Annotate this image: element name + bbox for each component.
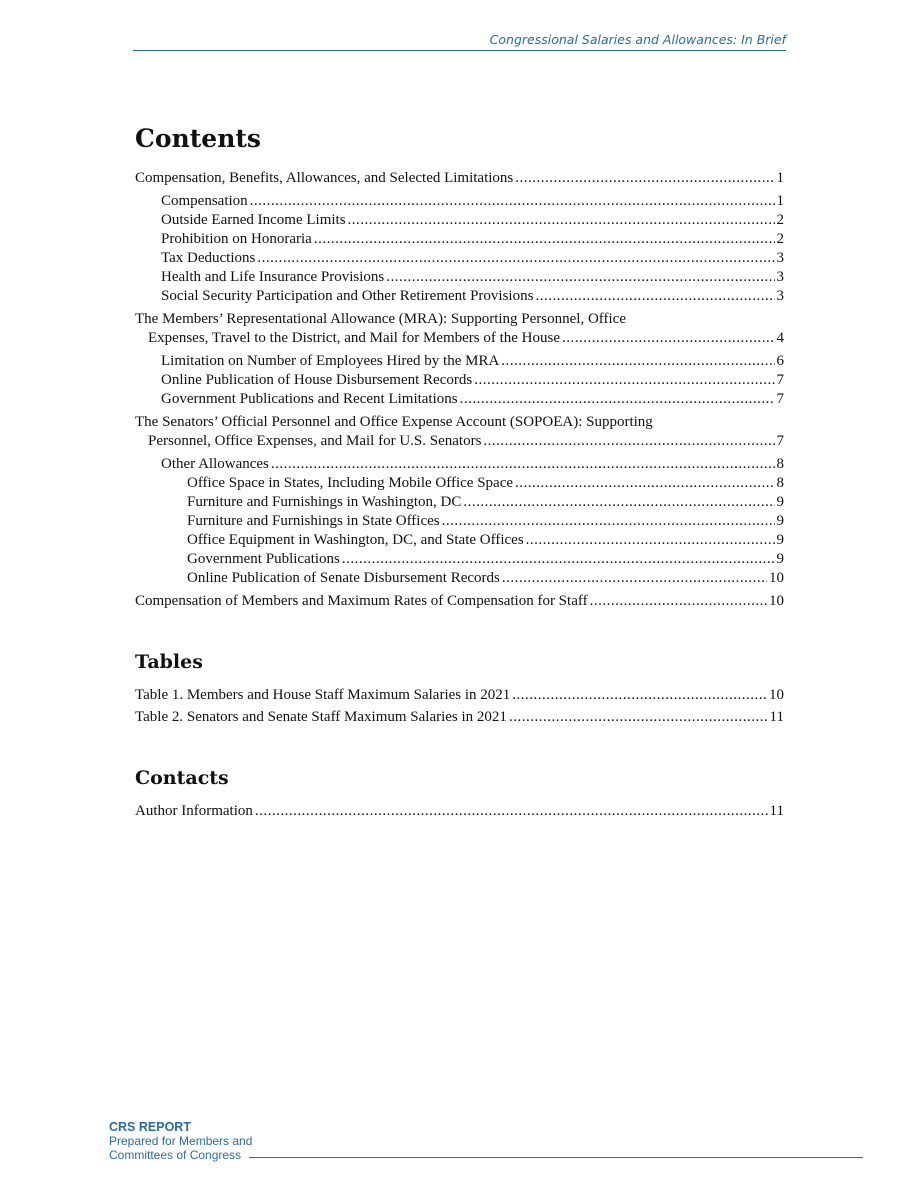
toc-entry[interactable] [135, 569, 784, 588]
toc-entry[interactable] [135, 310, 784, 348]
contacts-heading: Contacts [135, 767, 229, 789]
dot-leader [386, 268, 774, 287]
toc-entry-title: Outside Earned Income Limits [161, 212, 346, 228]
toc-entry-page: 7 [776, 433, 784, 449]
contents-list [135, 169, 784, 611]
dot-leader [250, 192, 775, 211]
toc-entry[interactable] [135, 352, 784, 371]
toc-entry-title-line1: The Senators’ Official Personnel and Office Expense Account (SOPOEA): Supporting [135, 414, 653, 430]
brand-line-1: CRS REPORT [109, 1120, 191, 1134]
dot-leader [515, 474, 774, 493]
dot-leader [271, 455, 775, 474]
brand-line-2: Prepared for Members and [109, 1134, 253, 1148]
toc-entry-title: Compensation [161, 193, 248, 209]
table-list-entry[interactable] [135, 686, 784, 705]
dot-leader [502, 569, 767, 588]
dot-leader [515, 169, 774, 188]
table-entry-title: Table 1. Members and House Staff Maximum Salaries in 2021 [135, 687, 511, 703]
toc-entry-page: 9 [776, 532, 784, 548]
toc-entry-page: 9 [776, 494, 784, 510]
toc-entry-title: Compensation of Members and Maximum Rates of Compensation for Staff [135, 593, 588, 609]
toc-entry[interactable] [135, 287, 784, 306]
dot-leader [314, 230, 775, 249]
toc-entry[interactable] [135, 211, 784, 230]
toc-entry-title: Health and Life Insurance Provisions [161, 269, 385, 285]
contacts-section [135, 767, 784, 821]
dot-leader [590, 592, 767, 611]
running-header [133, 32, 786, 51]
toc-entry[interactable] [135, 169, 784, 188]
toc-entry[interactable] [135, 550, 784, 569]
dot-leader [501, 352, 774, 371]
toc-entry-title: Compensation, Benefits, Allowances, and Selected Limitations [135, 170, 514, 186]
toc-entry-page: 10 [769, 593, 784, 609]
dot-leader [257, 249, 774, 268]
toc-entry[interactable] [135, 390, 784, 409]
toc-entry-title: Online Publication of House Disbursement Records [161, 372, 473, 388]
brand-line-3: Committees of Congress [109, 1148, 242, 1162]
toc-entry-title: Online Publication of Senate Disbursement Records [187, 570, 500, 586]
toc-entry-title: Other Allowances [161, 456, 269, 472]
toc-entry-page: 3 [776, 288, 784, 304]
toc-entry[interactable] [135, 592, 784, 611]
dot-leader [255, 802, 768, 821]
table-entry-page: 11 [769, 709, 784, 725]
tables-heading: Tables [135, 651, 203, 673]
contact-list-entry[interactable] [135, 802, 784, 821]
toc-entry-page: 2 [776, 212, 784, 228]
toc-entry-page: 9 [776, 513, 784, 529]
toc-entry-page: 10 [769, 570, 784, 586]
dot-leader [483, 432, 774, 451]
toc-entry-title: Social Security Participation and Other Retirement Provisions [161, 288, 534, 304]
contact-entry-title: Author Information [135, 803, 253, 819]
toc-entry-title: Limitation on Number of Employees Hired by the MRA [161, 353, 500, 369]
toc-entry-title: Government Publications [187, 551, 340, 567]
dot-leader [442, 512, 775, 531]
dot-leader [463, 493, 774, 512]
dot-leader [460, 390, 775, 409]
dot-leader [526, 531, 775, 550]
dot-leader [342, 550, 775, 569]
dot-leader [512, 686, 767, 705]
toc-entry-page: 1 [776, 170, 784, 186]
toc-entry-title-line2: Expenses, Travel to the District, and Mail for Members of the House [148, 330, 561, 346]
tables-section [135, 651, 784, 727]
toc-entry[interactable] [135, 230, 784, 249]
toc-entry[interactable] [135, 512, 784, 531]
toc-entry[interactable] [135, 474, 784, 493]
dot-leader [348, 211, 775, 230]
toc-entry-title-line1: The Members’ Representational Allowance (MRA): Supporting Personnel, Office [135, 311, 626, 327]
footer-divider [249, 1157, 863, 1158]
toc-entry-page: 8 [776, 475, 784, 491]
toc-entry-page: 8 [776, 456, 784, 472]
toc-entry-title: Prohibition on Honoraria [161, 231, 312, 247]
toc-entry-page: 7 [776, 372, 784, 388]
dot-leader [535, 287, 774, 306]
toc-entry[interactable] [135, 249, 784, 268]
toc-entry[interactable] [135, 493, 784, 512]
table-entry-page: 10 [769, 687, 784, 703]
toc-entry-title: Government Publications and Recent Limitations [161, 391, 458, 407]
toc-entry[interactable] [135, 192, 784, 211]
page-content [135, 124, 784, 821]
running-title: Congressional Salaries and Allowances: In Brief [489, 32, 786, 47]
toc-entry-title: Office Space in States, Including Mobile Office Space [187, 475, 514, 491]
contents-heading: Contents [135, 124, 262, 153]
toc-entry-title: Furniture and Furnishings in Washington, DC [187, 494, 462, 510]
contact-entry-page: 11 [769, 803, 784, 819]
toc-entry[interactable] [135, 531, 784, 550]
toc-entry-page: 3 [776, 269, 784, 285]
toc-entry-title: Office Equipment in Washington, DC, and State Offices [187, 532, 524, 548]
toc-entry-title: Tax Deductions [161, 250, 256, 266]
toc-entry-page: 4 [776, 330, 784, 346]
crs-report-logo [109, 1120, 252, 1162]
toc-entry-title: Furniture and Furnishings in State Offices [187, 513, 440, 529]
toc-entry[interactable] [135, 455, 784, 474]
toc-entry-page: 7 [776, 391, 784, 407]
toc-entry-page: 2 [776, 231, 784, 247]
toc-entry[interactable] [135, 268, 784, 287]
dot-leader [474, 371, 774, 390]
toc-entry-page: 6 [776, 353, 784, 369]
toc-entry[interactable] [135, 371, 784, 390]
table-list-entry[interactable] [135, 708, 784, 727]
dot-leader [509, 708, 768, 727]
table-entry-title: Table 2. Senators and Senate Staff Maximum Salaries in 2021 [135, 709, 507, 725]
toc-entry-page: 3 [776, 250, 784, 266]
toc-entry[interactable] [135, 413, 784, 451]
toc-entry-title-line2: Personnel, Office Expenses, and Mail for U.S. Senators [148, 433, 482, 449]
toc-entry-page: 9 [776, 551, 784, 567]
dot-leader [562, 329, 774, 348]
toc-entry-page: 1 [776, 193, 784, 209]
